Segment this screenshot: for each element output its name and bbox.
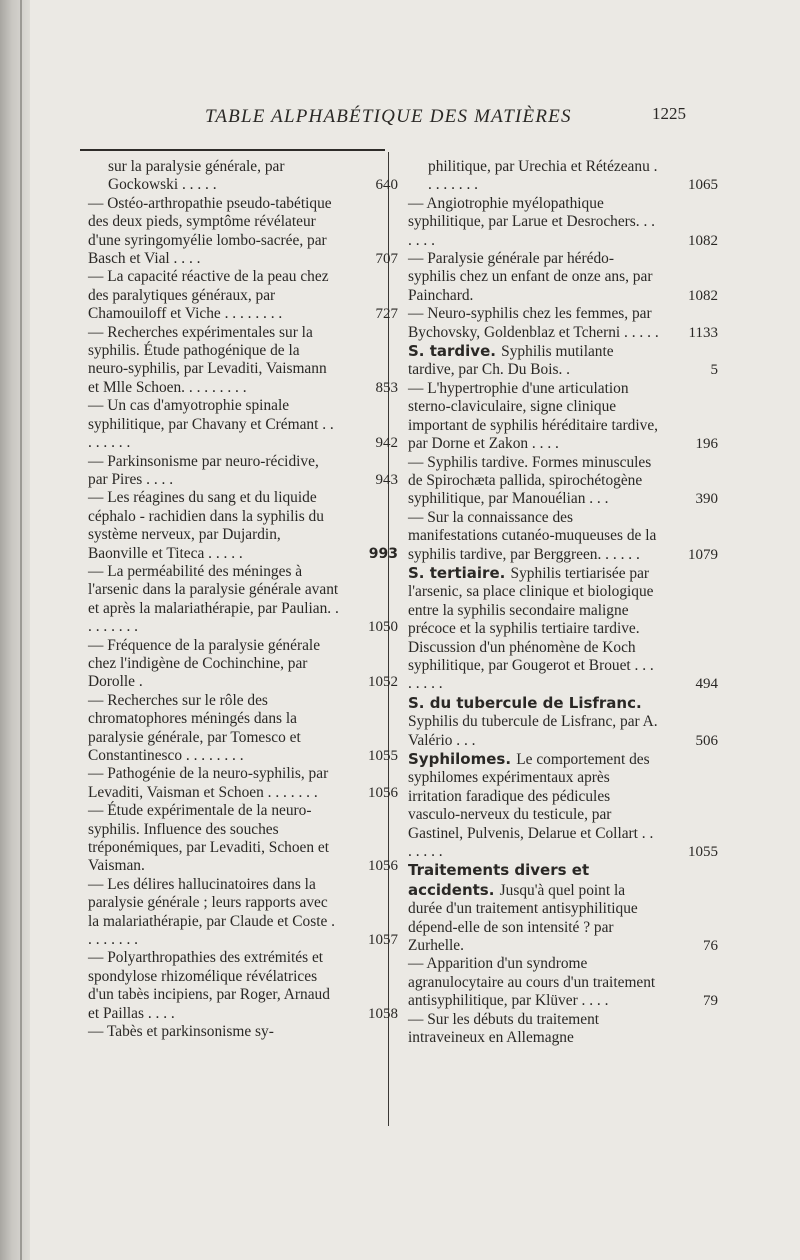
entry-text: — Un cas d'amyotrophie spinale syphilitique, par Chavany et Crémant . . . . . . . .	[88, 397, 334, 452]
entry-page-number: 494	[695, 676, 718, 693]
entry-text: — L'hypertrophie d'une articulation sterno-claviculaire, signe clinique important de syphilis héréditaire tardive, par Dorne et Zakon . . . .	[408, 379, 659, 453]
entry-text: — Polyarthropathies des extrémités et spondylose rhizomélique révélatrices d'un tabès incipiens, par Roger, Arnaud et Paillas . . . .	[88, 949, 330, 1022]
entry-page-number: 390	[695, 491, 718, 508]
index-entry	[408, 955, 718, 1010]
index-entry	[88, 802, 398, 876]
entry-text: — Apparition d'un syndrome agranulocytaire au cours d'un traitement antisyphilitique, par Klüver . . . .	[408, 955, 656, 1010]
index-entry	[408, 563, 718, 694]
entry-text: — La capacité réactive de la peau chez des paralytiques généraux, par Chamouiloff et Viche . . . . . . . .	[88, 268, 329, 323]
index-entry	[408, 1011, 708, 1048]
entry-text: — Parkinsonisme par neuro-récidive, par Pires . . . .	[88, 452, 319, 488]
entry-page-number: 506	[695, 732, 718, 749]
entry-text: sur la paralysie générale, par Gockowski . . . . .	[108, 158, 285, 194]
index-entry	[88, 397, 398, 452]
entry-text: Le comportement des syphilomes expérimentaux après irritation faradique des pédicules vasculo-nerveux du testicule, par Gastinel, Pulvenis, Delarue et Collart . . . . . . .	[408, 751, 654, 861]
entry-page-number: 1055	[368, 748, 398, 764]
entry-text: Syphilis mutilante tardive, par Ch. Du Bois. .	[408, 343, 614, 379]
index-entry	[408, 508, 718, 564]
entry-text: — Sur les débuts du traitement intraveineux en Allemagne	[408, 1010, 600, 1047]
entry-page-number: 5	[710, 362, 718, 379]
entry-page-number: 1082	[688, 232, 718, 249]
index-entry	[408, 379, 718, 454]
header-rule	[80, 149, 385, 151]
index-entry	[88, 1023, 388, 1041]
index-entry	[408, 342, 718, 380]
column-divider	[388, 152, 389, 1126]
binding-line	[20, 0, 22, 1260]
entry-page-number: 1065	[688, 177, 718, 194]
index-entry	[408, 861, 718, 955]
entry-text: — Étude expérimentale de la neuro-syphilis. Influence des souches tréponémiques, par Levaditi, Schoen et Vaisman.	[88, 802, 330, 875]
index-entry	[88, 562, 398, 637]
index-entry	[408, 453, 718, 509]
entry-page-number: 1079	[688, 546, 718, 563]
index-entry	[88, 875, 398, 950]
entry-page-number: 1133	[688, 324, 718, 341]
entry-page-number: 76	[703, 938, 718, 955]
entry-text: — Tabès et parkinsonisme sy-	[88, 1023, 274, 1041]
index-entry	[88, 323, 398, 398]
entry-heading: S. tardive.	[408, 342, 502, 361]
entry-heading: Syphilomes.	[408, 750, 517, 768]
index-entry	[408, 693, 718, 750]
entry-page-number: 1055	[688, 844, 718, 861]
index-entry	[88, 765, 398, 802]
entry-page-number: 727	[375, 306, 398, 323]
entry-page-number: 1057	[368, 932, 398, 949]
entry-page-number: 993	[368, 545, 398, 562]
page-number: 1225	[652, 104, 686, 123]
entry-page-number: 1082	[688, 287, 718, 304]
index-entry	[88, 489, 398, 563]
entry-page-number: 1052	[368, 674, 398, 691]
entry-heading: S. tertiaire.	[408, 563, 511, 582]
page-header-title: TABLE ALPHABÉTIQUE DES MATIÈRES	[205, 106, 572, 127]
index-entry	[408, 305, 718, 342]
index-entry	[408, 250, 718, 305]
index-entry	[88, 949, 398, 1023]
entry-page-number: 640	[375, 177, 398, 194]
entry-heading: Traitements divers et accidents.	[408, 861, 590, 899]
index-entry	[88, 268, 398, 323]
index-entry	[88, 194, 398, 269]
entry-text: Syphilis du tubercule de Lisfranc, par A. Valério . . .	[408, 713, 658, 749]
entry-page-number: 942	[375, 435, 398, 452]
entry-text: Syphilis tertiarisée par l'arsenic, sa place clinique et biologique entre la syphilis secondaire maligne précoce et la syphilis tertiaire tardive. Discussion d'un phénomène de Koch syphilitique, par Gougerot et Brouet . . . . . . . .	[408, 564, 654, 693]
entry-text: — Pathogénie de la neuro-syphilis, par Levaditi, Vaisman et Schoen . . . . . . .	[88, 765, 329, 801]
left-column	[88, 158, 398, 1042]
entry-page-number: 79	[703, 993, 718, 1010]
book-spine	[0, 0, 30, 1260]
entry-text: — Recherches sur le rôle des chromatophores méningés dans la paralysie générale, par Tomesco et Constantinesco . . . . . . . .	[88, 691, 301, 764]
entry-text: Jusqu'à quel point la durée d'un traitement antisyphilitique dépend-elle de son intensité ? par Zurhelle.	[408, 881, 638, 955]
index-entry	[88, 158, 398, 195]
right-column	[408, 158, 718, 1048]
entry-text: — Ostéo-arthropathie pseudo-tabétique des deux pieds, symptôme révélateur d'une syringomyélie lombo-sacrée, par Basch et Vial . . . .	[88, 194, 332, 268]
entry-page-number: 1050	[368, 619, 398, 636]
entry-page-number: 196	[695, 436, 718, 453]
entry-text: — Les réagines du sang et du liquide céphalo - rachidien dans la syphilis du système nerveux, par Dujardin, Baonville et Titeca . . . . .	[88, 489, 324, 562]
entry-text: — Angiotrophie myélopathique syphilitique, par Larue et Desrochers. . . . . . .	[408, 194, 656, 249]
entry-text: — La perméabilité des méninges à l'arsenic dans la paralysie générale avant et après la malariathérapie, par Paulian. . . . . . . . .	[88, 562, 339, 636]
entry-page-number: 1058	[368, 1005, 398, 1022]
entry-page-number: 943	[375, 471, 398, 488]
entry-heading: S. du tubercule de Lisfranc.	[408, 693, 642, 712]
index-entry	[408, 750, 718, 861]
entry-text: — Neuro-syphilis chez les femmes, par Bychovsky, Goldenblaz et Tcherni . . . . .	[408, 305, 659, 341]
entry-text: — Recherches expérimentales sur la syphilis. Étude pathogénique de la neuro-syphilis, par Levaditi, Vaismann et Mlle Schoen. . . . . . . . .	[88, 323, 327, 396]
entry-text: — Fréquence de la paralysie générale chez l'indigène de Cochinchine, par Dorolle .	[88, 636, 321, 691]
index-entry	[88, 452, 398, 490]
index-entry	[408, 194, 718, 250]
index-entry	[88, 691, 398, 766]
index-entry	[88, 636, 398, 692]
entry-page-number: 1056	[368, 784, 398, 801]
entry-page-number: 1056	[368, 858, 398, 875]
entry-page-number: 853	[375, 379, 398, 396]
index-entry	[408, 158, 718, 195]
entry-text: — Sur la connaissance des manifestations cutanéo-muqueuses de la syphilis tardive, par Berggreen. . . . . .	[408, 508, 657, 563]
entry-text: — Syphilis tardive. Formes minuscules de Spirochæta pallida, spirochétogène syphilitique, par Manouélian . . .	[408, 453, 652, 508]
entry-text: — Paralysie générale par hérédo-syphilis chez un enfant de onze ans, par Painchard.	[408, 250, 653, 304]
entry-text: — Les délires hallucinatoires dans la paralysie générale ; leurs rapports avec la malariathérapie, par Claude et Coste . . . . . . . .	[88, 875, 336, 949]
entry-text: philitique, par Urechia et Rétézeanu . . . . . . . .	[428, 158, 658, 194]
entry-page-number: 707	[375, 251, 398, 268]
